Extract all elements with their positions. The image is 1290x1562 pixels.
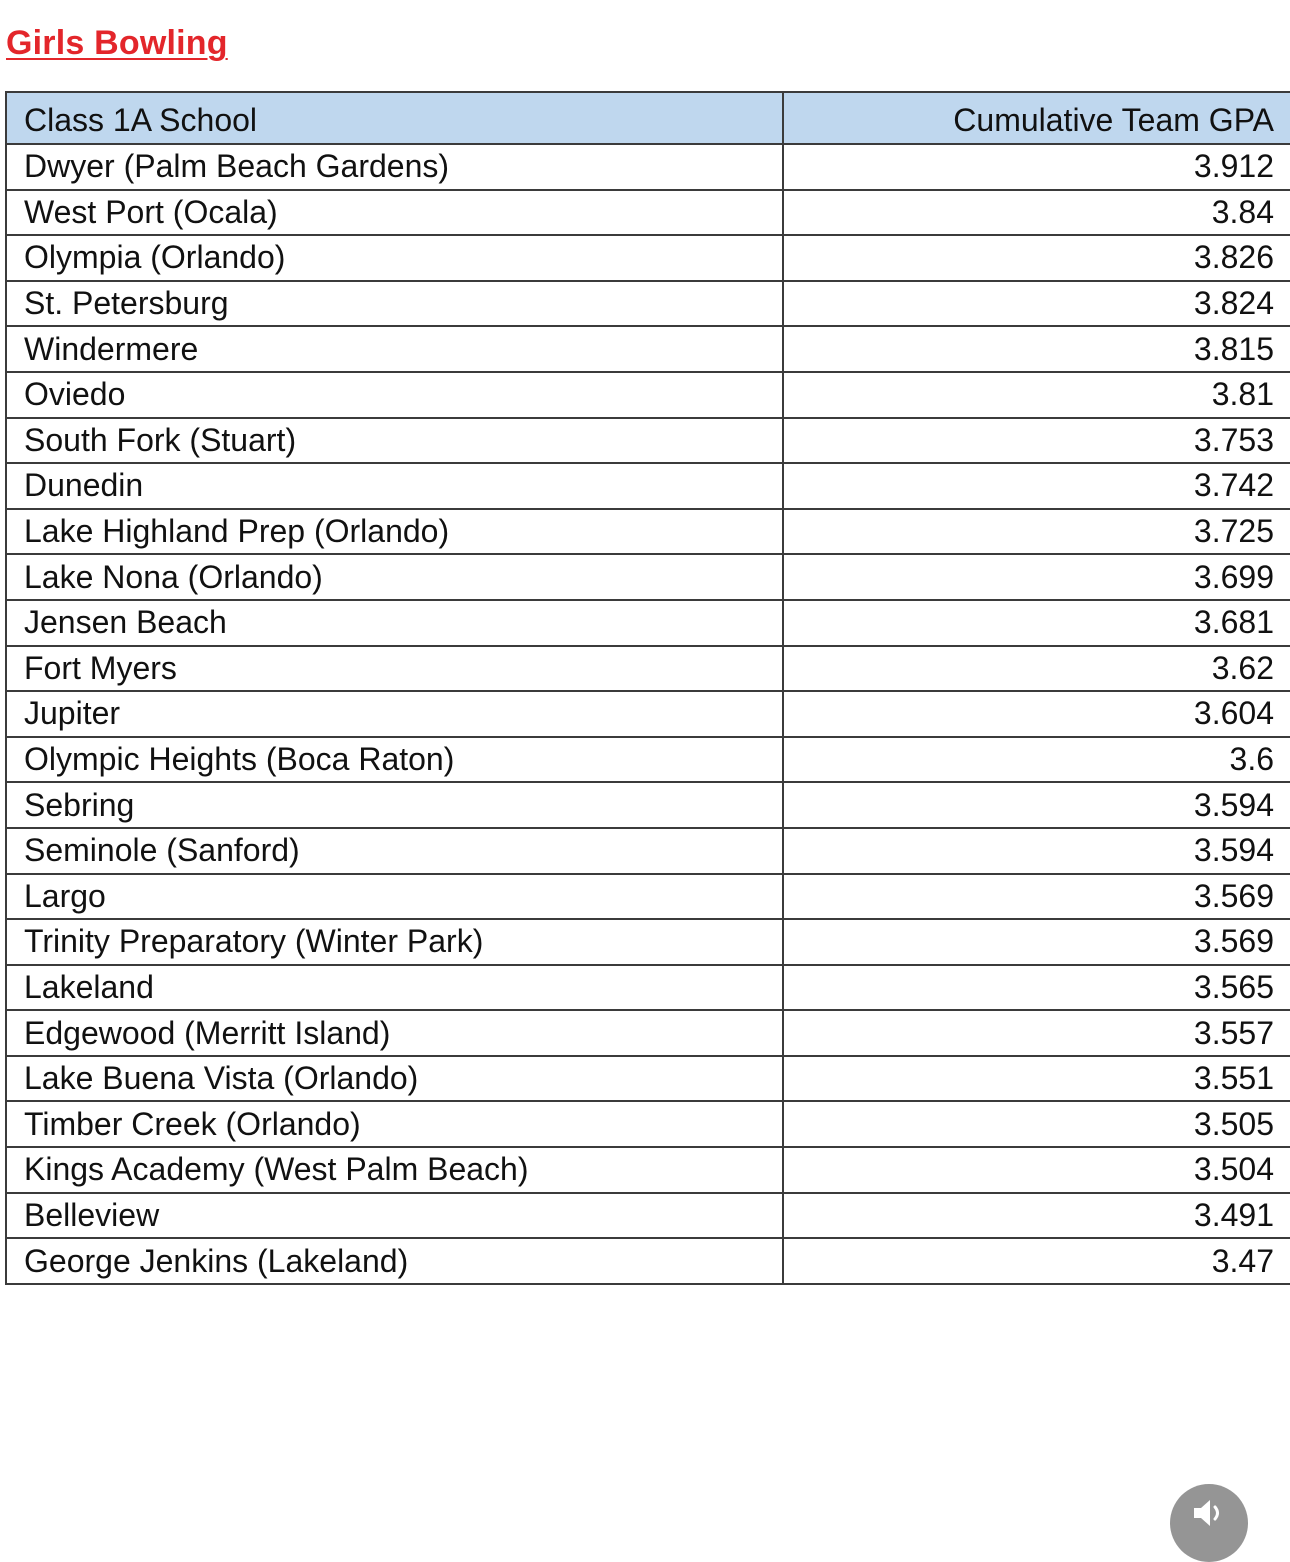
speaker-icon <box>1192 1498 1226 1528</box>
school-name-cell: Belleview <box>6 1193 783 1239</box>
table-row <box>6 874 1290 920</box>
table-row <box>6 919 1290 965</box>
gpa-table <box>5 91 1290 1285</box>
sound-toggle-button[interactable] <box>1170 1484 1248 1562</box>
table-row <box>6 691 1290 737</box>
gpa-value-cell: 3.565 <box>783 965 1290 1011</box>
school-name-cell: Kings Academy (West Palm Beach) <box>6 1147 783 1193</box>
gpa-value-cell: 3.826 <box>783 235 1290 281</box>
column-header-gpa: Cumulative Team GPA <box>783 92 1290 144</box>
school-name-cell: Lake Nona (Orlando) <box>6 554 783 600</box>
table-row <box>6 144 1290 190</box>
school-name-cell: Dwyer (Palm Beach Gardens) <box>6 144 783 190</box>
gpa-value-cell: 3.753 <box>783 418 1290 464</box>
school-name-cell: Largo <box>6 874 783 920</box>
gpa-value-cell: 3.681 <box>783 600 1290 646</box>
school-name-cell: Sebring <box>6 782 783 828</box>
gpa-value-cell: 3.742 <box>783 463 1290 509</box>
table-row <box>6 965 1290 1011</box>
table-row <box>6 554 1290 600</box>
school-name-cell: Dunedin <box>6 463 783 509</box>
table-row <box>6 463 1290 509</box>
gpa-value-cell: 3.594 <box>783 782 1290 828</box>
gpa-value-cell: 3.557 <box>783 1010 1290 1056</box>
gpa-value-cell: 3.62 <box>783 646 1290 692</box>
school-name-cell: West Port (Ocala) <box>6 190 783 236</box>
table-row <box>6 600 1290 646</box>
school-name-cell: Olympic Heights (Boca Raton) <box>6 737 783 783</box>
gpa-value-cell: 3.551 <box>783 1056 1290 1102</box>
table-row <box>6 782 1290 828</box>
table-row <box>6 235 1290 281</box>
table-row <box>6 737 1290 783</box>
table-row <box>6 326 1290 372</box>
table-row <box>6 1193 1290 1239</box>
table-row <box>6 1101 1290 1147</box>
table-row <box>6 509 1290 555</box>
school-name-cell: Seminole (Sanford) <box>6 828 783 874</box>
school-name-cell: Lakeland <box>6 965 783 1011</box>
gpa-value-cell: 3.47 <box>783 1238 1290 1284</box>
school-name-cell: Edgewood (Merritt Island) <box>6 1010 783 1056</box>
table-row <box>6 646 1290 692</box>
table-row <box>6 1056 1290 1102</box>
table-header-row <box>6 92 1290 144</box>
school-name-cell: Olympia (Orlando) <box>6 235 783 281</box>
gpa-value-cell: 3.594 <box>783 828 1290 874</box>
table-row <box>6 1010 1290 1056</box>
school-name-cell: St. Petersburg <box>6 281 783 327</box>
table-row <box>6 281 1290 327</box>
gpa-value-cell: 3.491 <box>783 1193 1290 1239</box>
gpa-value-cell: 3.824 <box>783 281 1290 327</box>
school-name-cell: Lake Buena Vista (Orlando) <box>6 1056 783 1102</box>
school-name-cell: Windermere <box>6 326 783 372</box>
gpa-value-cell: 3.505 <box>783 1101 1290 1147</box>
school-name-cell: Fort Myers <box>6 646 783 692</box>
table-body <box>6 144 1290 1284</box>
table-row <box>6 372 1290 418</box>
school-name-cell: George Jenkins (Lakeland) <box>6 1238 783 1284</box>
table-row <box>6 418 1290 464</box>
table-row <box>6 1238 1290 1284</box>
school-name-cell: Trinity Preparatory (Winter Park) <box>6 919 783 965</box>
table-row <box>6 828 1290 874</box>
gpa-value-cell: 3.725 <box>783 509 1290 555</box>
school-name-cell: Timber Creek (Orlando) <box>6 1101 783 1147</box>
school-name-cell: Jupiter <box>6 691 783 737</box>
school-name-cell: South Fork (Stuart) <box>6 418 783 464</box>
school-name-cell: Lake Highland Prep (Orlando) <box>6 509 783 555</box>
column-header-school: Class 1A School <box>6 92 783 144</box>
gpa-value-cell: 3.81 <box>783 372 1290 418</box>
gpa-value-cell: 3.569 <box>783 874 1290 920</box>
school-name-cell: Jensen Beach <box>6 600 783 646</box>
gpa-value-cell: 3.815 <box>783 326 1290 372</box>
gpa-value-cell: 3.604 <box>783 691 1290 737</box>
gpa-value-cell: 3.912 <box>783 144 1290 190</box>
table-row <box>6 1147 1290 1193</box>
page-title: Girls Bowling <box>6 24 228 62</box>
school-name-cell: Oviedo <box>6 372 783 418</box>
gpa-value-cell: 3.504 <box>783 1147 1290 1193</box>
gpa-value-cell: 3.699 <box>783 554 1290 600</box>
gpa-value-cell: 3.6 <box>783 737 1290 783</box>
gpa-value-cell: 3.84 <box>783 190 1290 236</box>
gpa-value-cell: 3.569 <box>783 919 1290 965</box>
table-row <box>6 190 1290 236</box>
